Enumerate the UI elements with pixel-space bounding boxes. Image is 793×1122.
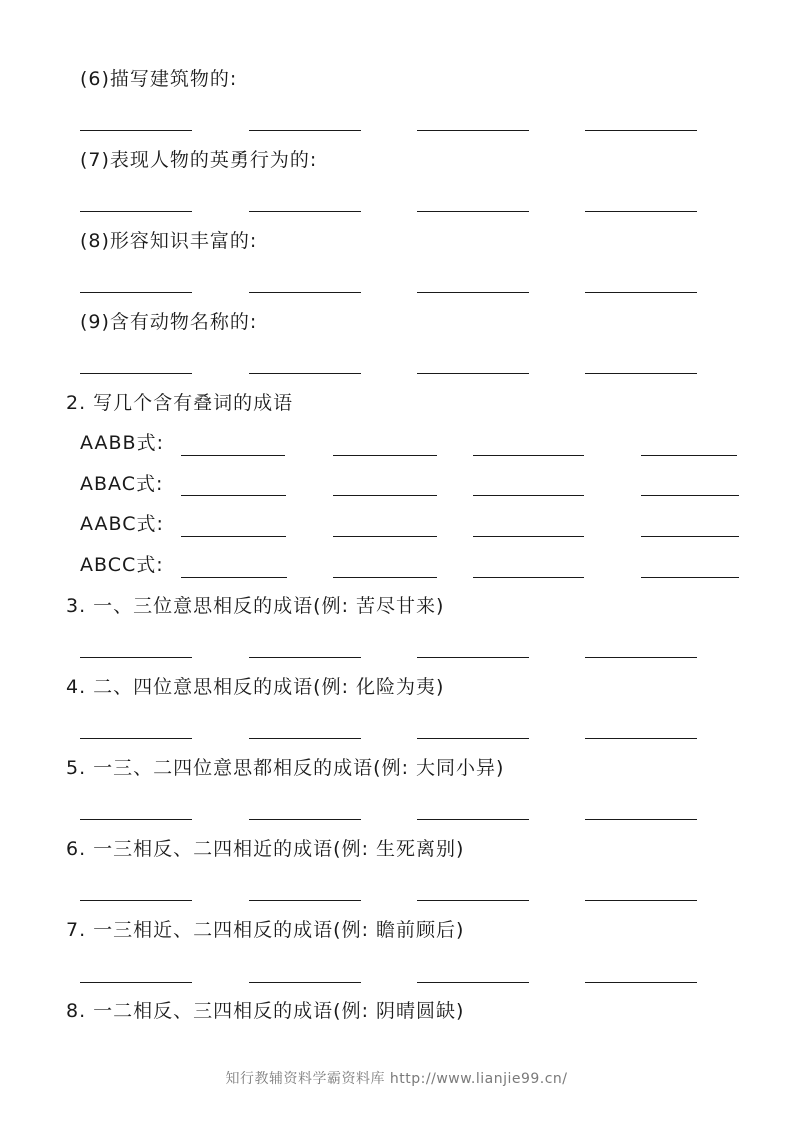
question-6: 6. 一三相反、二四相近的成语(例: 生死离别) [66,838,465,860]
answer-blank[interactable] [585,292,697,293]
answer-blank[interactable] [417,982,529,983]
answer-blank[interactable] [473,495,584,496]
answer-blank[interactable] [249,373,361,374]
answer-blank[interactable] [80,819,192,820]
answer-blank[interactable] [641,577,739,578]
answer-blank[interactable] [417,130,529,131]
answer-blank[interactable] [473,536,584,537]
answer-blank[interactable] [249,211,361,212]
answer-blank[interactable] [249,130,361,131]
answer-blank[interactable] [249,657,361,658]
answer-blank[interactable] [333,455,437,456]
answer-blank[interactable] [585,130,697,131]
answer-blank[interactable] [473,577,584,578]
answer-blank[interactable] [181,495,286,496]
answer-blank[interactable] [80,738,192,739]
answer-blank[interactable] [249,819,361,820]
answer-blank[interactable] [181,455,285,456]
answer-blank[interactable] [585,373,697,374]
answer-blank[interactable] [641,536,739,537]
answer-blank[interactable] [181,577,287,578]
answer-blank[interactable] [585,819,697,820]
answer-blank[interactable] [417,657,529,658]
abac-label: ABAC式: [80,473,164,495]
answer-blank[interactable] [641,455,737,456]
answer-blank[interactable] [249,982,361,983]
question-1-9: (9)含有动物名称的: [80,311,258,333]
answer-blank[interactable] [585,211,697,212]
answer-blank[interactable] [333,495,437,496]
answer-blank[interactable] [417,211,529,212]
answer-blank[interactable] [585,738,697,739]
aabb-label: AABB式: [80,432,164,454]
answer-blank[interactable] [80,130,192,131]
answer-blank[interactable] [473,455,584,456]
answer-blank[interactable] [417,373,529,374]
answer-blank[interactable] [333,536,437,537]
answer-blank[interactable] [249,900,361,901]
answer-blank[interactable] [249,292,361,293]
question-1-8: (8)形容知识丰富的: [80,230,258,252]
footer-watermark: 知行教辅资料学霸资料库 http://www.lianjie99.cn/ [225,1071,568,1087]
question-2-title: 2. 写几个含有叠词的成语 [66,392,294,414]
answer-blank[interactable] [585,657,697,658]
question-8: 8. 一二相反、三四相反的成语(例: 阴晴圆缺) [66,1000,465,1022]
answer-blank[interactable] [417,900,529,901]
answer-blank[interactable] [417,738,529,739]
answer-blank[interactable] [80,657,192,658]
answer-blank[interactable] [249,738,361,739]
answer-blank[interactable] [80,211,192,212]
question-4: 4. 二、四位意思相反的成语(例: 化险为夷) [66,676,445,698]
question-1-7: (7)表现人物的英勇行为的: [80,149,318,171]
question-7: 7. 一三相近、二四相反的成语(例: 瞻前顾后) [66,919,465,941]
answer-blank[interactable] [80,373,192,374]
answer-blank[interactable] [641,495,739,496]
answer-blank[interactable] [80,292,192,293]
answer-blank[interactable] [181,536,286,537]
answer-blank[interactable] [80,982,192,983]
answer-blank[interactable] [417,819,529,820]
aabc-label: AABC式: [80,513,164,535]
abcc-label: ABCC式: [80,554,164,576]
answer-blank[interactable] [585,900,697,901]
answer-blank[interactable] [333,577,437,578]
question-5: 5. 一三、二四位意思都相反的成语(例: 大同小异) [66,757,505,779]
question-3: 3. 一、三位意思相反的成语(例: 苦尽甘来) [66,595,445,617]
answer-blank[interactable] [417,292,529,293]
question-1-6: (6)描写建筑物的: [80,68,238,90]
answer-blank[interactable] [585,982,697,983]
answer-blank[interactable] [80,900,192,901]
